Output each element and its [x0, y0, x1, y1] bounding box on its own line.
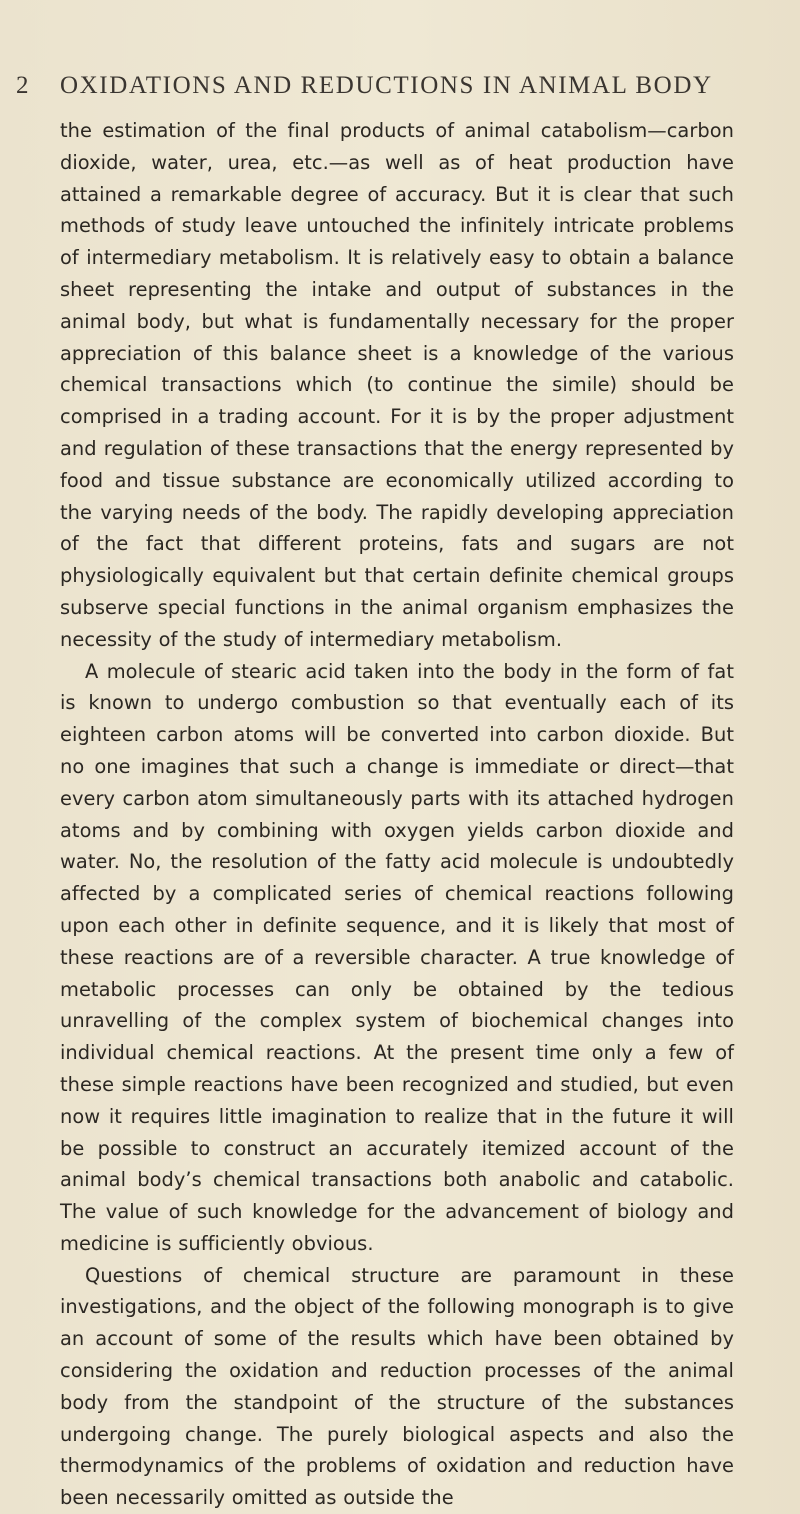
- running-head: OXIDATIONS AND REDUCTIONS IN ANIMAL BODY: [60, 72, 713, 99]
- page-number: 2: [16, 72, 31, 99]
- paragraph-continued: the estimation of the final products of animal catabolism—carbon dioxide, water, urea, etc.—as well as of heat production have attained a remarkable degree of accuracy. But it is clear that such methods of study leave untouched the infinitely intricate problems of intermediary metabolism. It is relatively easy to obtain a balance sheet representing the intake and output of substances in the animal body, but what is fundamentally necessary for the proper appreciation of this balance sheet is a knowledge of the various chemical transactions which (to continue the simile) should be comprised in a trading account. For it is by the proper adjustment and regulation of these transactions that the energy represented by food and tissue substance are economically utilized according to the varying needs of the body. The rapidly developing appreciation of the fact that different proteins, fats and sugars are not physiologically equivalent but that certain definite chemical groups subserve special functions in the animal organism emphasizes the necessity of the study of intermediary metabolism.: [60, 119, 734, 651]
- page-header: [16, 72, 786, 100]
- body-text: [60, 115, 734, 1514]
- paragraph-chemical-structure: Questions of chemical structure are paramount in these investigations, and the object of the following monograph is to give an account of some of the results which have been obtained by considering the oxidation and reduction processes of the animal body from the standpoint of the structure of the substances undergoing change. The purely biological aspects and also the thermodynamics of the problems of oxidation and reduction have been necessarily omitted as outside the: [60, 1263, 734, 1510]
- paragraph-stearic-acid: A molecule of stearic acid taken into the body in the form of fat is known to undergo combustion so that eventually each of its eighteen carbon atoms will be converted into carbon dioxide. But no one imagines that such a change is immediate or direct—that every carbon atom simultaneously parts with its attached hydrogen atoms and by combining with oxygen yields carbon dioxide and water. No, the resolution of the fatty acid molecule is undoubtedly affected by a complicated series of chemical reactions following upon each other in definite sequence, and it is likely that most of these reactions are of a reversible character. A true knowledge of metabolic processes can only be obtained by the tedious unravelling of the complex system of biochemical changes into individual chemical reactions. At the present time only a few of these simple reactions have been recognized and studied, but even now it requires little imagination to realize that in the future it will be possible to construct an accurately itemized account of the animal body’s chemical transactions both anabolic and catabolic. The value of such knowledge for the advancement of biology and medicine is sufficiently obvious.: [60, 659, 734, 1255]
